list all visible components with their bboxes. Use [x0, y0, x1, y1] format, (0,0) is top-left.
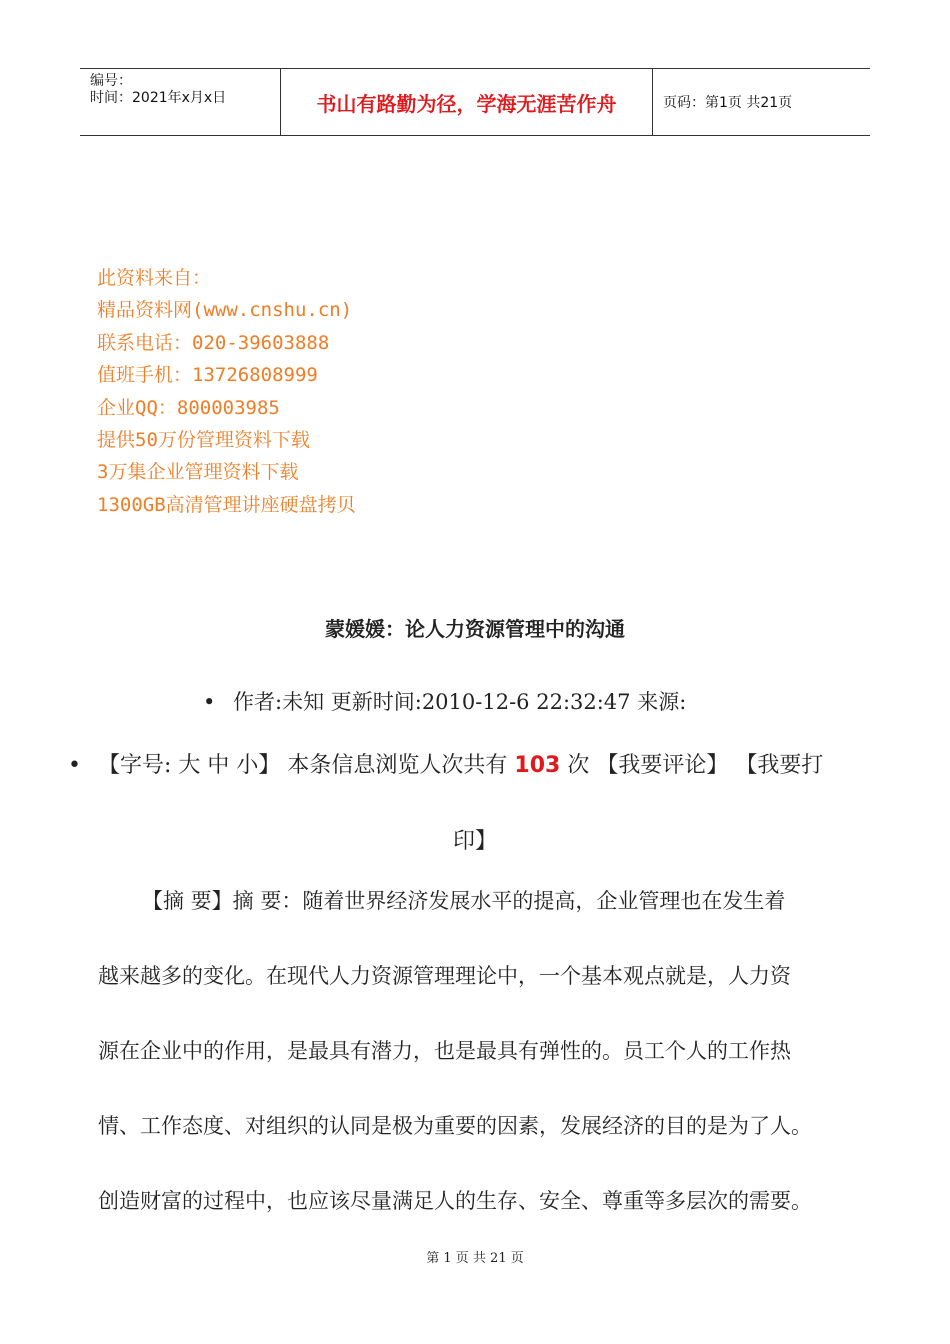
promo-line: 值班手机：13726808999: [97, 364, 318, 387]
info-continued[interactable]: 印】: [452, 829, 497, 854]
bullet-icon: •: [68, 753, 81, 778]
paragraph-line: 源在企业中的作用，是最具有潜力，也是最具有弹性的。员工个人的工作热: [98, 1039, 791, 1063]
info-suffix[interactable]: 次 【我要评论】 【我要打: [567, 753, 824, 778]
header-page-info: 页码：第1页 共21页: [663, 95, 793, 111]
promo-line: 联系电话：020-39603888: [97, 331, 330, 354]
time-label: 时间：2021年x月x日: [90, 90, 227, 106]
promo-line: 企业QQ：800003985: [97, 396, 280, 419]
number-label: 编号：: [90, 73, 132, 89]
info-prefix[interactable]: 【字号: 大 中 小】 本条信息浏览人次共有: [98, 753, 508, 778]
paragraph-line: 情、工作态度、对组织的认同是极为重要的因素，发展经济的目的是为了人。: [98, 1114, 812, 1138]
header-meta-cell: [80, 69, 281, 135]
promo-line: 此资料来自：: [97, 267, 212, 289]
paragraph-line: 越来越多的变化。在现代人力资源管理理论中，一个基本观点就是，人力资: [98, 964, 791, 988]
header-table: [80, 68, 870, 136]
promo-line: 精品资料网(www.cnshu.cn): [97, 299, 353, 322]
bullet-icon: •: [203, 690, 216, 714]
article-title: 蒙媛媛：论人力资源管理中的沟通: [325, 617, 625, 641]
article-info-line: [68, 748, 823, 779]
view-count: 103: [514, 753, 561, 778]
abstract-paragraph: [98, 884, 858, 1259]
header-motto: 书山有路勤为径，学海无涯苦作舟: [281, 69, 653, 135]
page-footer: 第 1 页 共 21 页: [426, 1251, 524, 1266]
promo-block: [97, 262, 356, 521]
promo-line: 1300GB高清管理讲座硬盘拷贝: [97, 493, 356, 516]
promo-line: 3万集企业管理资料下载: [97, 461, 299, 484]
paragraph-line: 【摘 要】摘 要：随着世界经济发展水平的提高，企业管理也在发生着: [142, 889, 786, 913]
meta-text: 作者:未知 更新时间:2010-12-6 22:32:47 来源:: [233, 690, 687, 714]
article-meta: [203, 686, 686, 716]
paragraph-line: 创造财富的过程中，也应该尽量满足人的生存、安全、尊重等多层次的需要。: [98, 1189, 812, 1213]
promo-line: 提供50万份管理资料下载: [97, 429, 310, 452]
